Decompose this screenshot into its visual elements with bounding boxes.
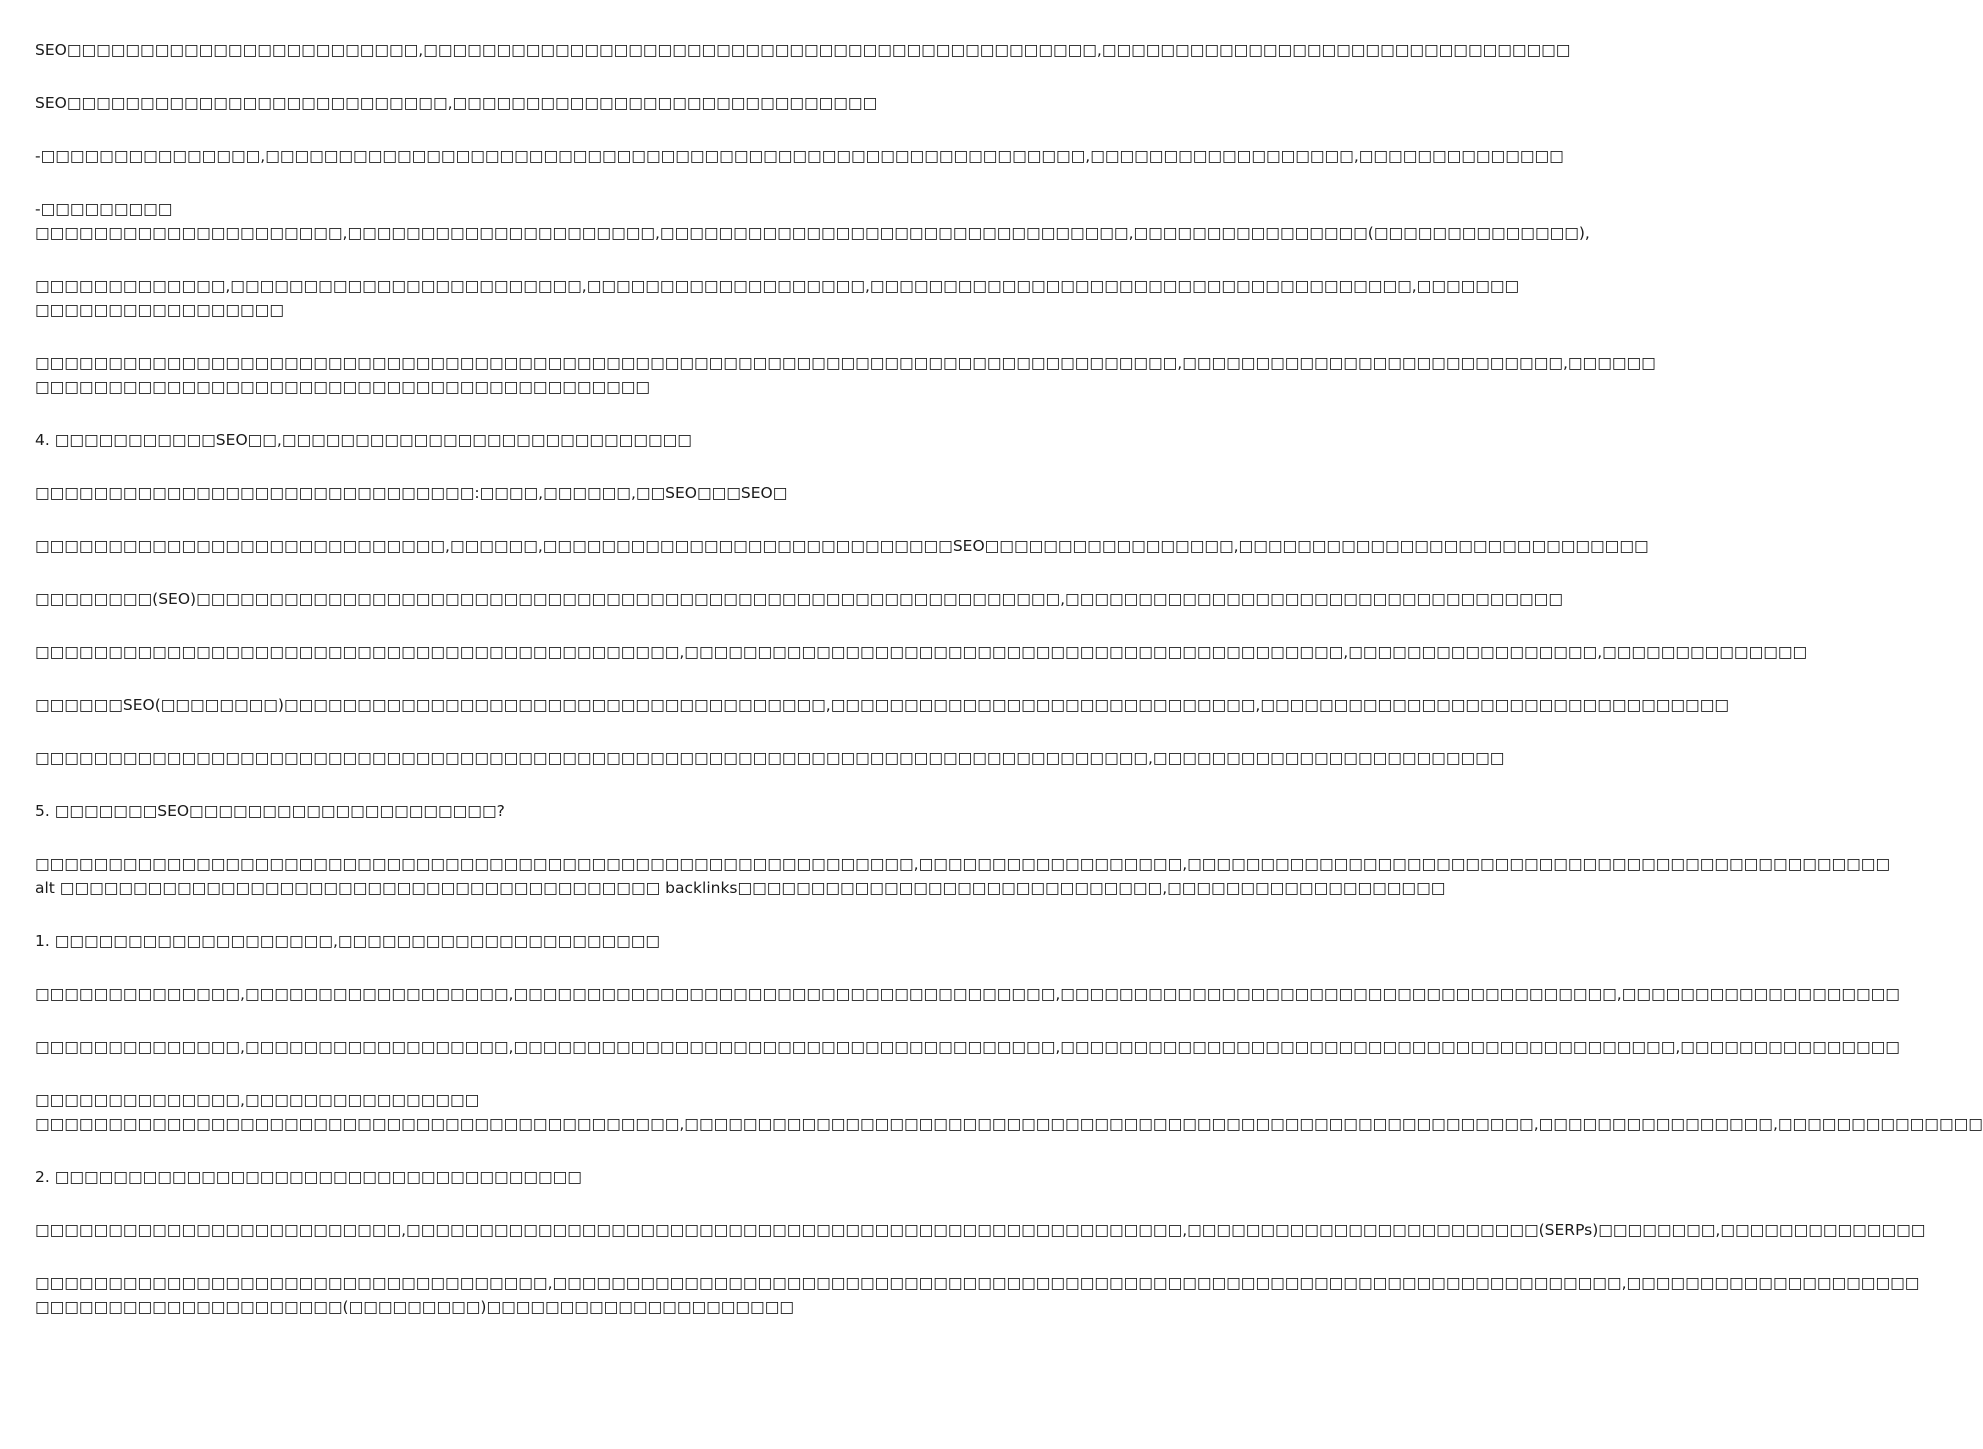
paragraph-line: 5. □□□□□□□SEO□□□□□□□□□□□□□□□□□□□□□?: [35, 802, 505, 820]
paragraph-line: □□□□□□□□□□□□□□□□□□□□□□□□□□□□□□□□□□□□□□□□□□□□,□□□□□□□□□□□□□□□□□□□□□□□□□□□□□□□□□□□□□□□□□□□□□□□□□□□□□□□□□□,□□□□□□□□□□□□□□□□,□□□□□□□□□□□□□□: [35, 1115, 1983, 1133]
paragraph: [35, 1088, 1983, 1136]
paragraph-line: SEO□□□□□□□□□□□□□□□□□□□□□□□□□□,□□□□□□□□□□□□□□□□□□□□□□□□□□□□□: [35, 94, 878, 112]
paragraph-line: □□□□□□□□□□□□□□□□□□□□□□□□□□□□,□□□□□□,□□□□□□□□□□□□□□□□□□□□□□□□□□□□SEO□□□□□□□□□□□□□□□□□,□□□□□□□□□□□□□□□□□□□□□□□□□□□□: [35, 537, 1649, 555]
paragraph: [35, 1165, 990, 1189]
paragraph: [35, 38, 1571, 62]
paragraph: [35, 852, 1891, 900]
paragraph-line: -□□□□□□□□□□□□□□□,□□□□□□□□□□□□□□□□□□□□□□□□□□□□□□□□□□□□□□□□□□□□□□□□□□□□□□□□,□□□□□□□□□□□□□□□□□□,□□□□□□□□□□□□□□: [35, 147, 1564, 165]
paragraph-line: □□□□□□□□□□□□□□□□□□□□□□□□□□□□□□□□□□□□□□□□□□□□,□□□□□□□□□□□□□□□□□□□□□□□□□□□□□□□□□□□□□□□□□□□□□,□□□□□□□□□□□□□□□□□,□□□□□□□□□□□□□□: [35, 643, 1808, 661]
paragraph: [35, 799, 990, 823]
paragraph-line: □□□□□□□□□□□□□□□□□: [35, 301, 284, 319]
paragraph-line: 1. □□□□□□□□□□□□□□□□□□□,□□□□□□□□□□□□□□□□□□□□□□: [35, 932, 661, 950]
paragraph-line: □□□□□□□□□□□□□□,□□□□□□□□□□□□□□□□□□,□□□□□□□□□□□□□□□□□□□□□□□□□□□□□□□□□□□□□,□□□□□□□□□□□□□□□□□□□□□□□□□□□□□□□□□□□□□□□□□□,□□□□□□□□□□□□□□□: [35, 1038, 1900, 1056]
paragraph-line: □□□□□□□□□□□□□□,□□□□□□□□□□□□□□□□□□,□□□□□□□□□□□□□□□□□□□□□□□□□□□□□□□□□□□□□,□□□□□□□□□□□□□□□□□□□□□□□□□□□□□□□□□□□□□□,□□□□□□□□□□□□□□□□□□□: [35, 985, 1900, 1003]
paragraph-line: SEO□□□□□□□□□□□□□□□□□□□□□□□□,□□□□□□□□□□□□□□□□□□□□□□□□□□□□□□□□□□□□□□□□□□□□□□,□□□□□□□□□□□□□□□□□□□□□□□□□□□□□□□□: [35, 41, 1571, 59]
paragraph: [35, 1035, 1900, 1059]
paragraph-line: □□□□□□□□□□□□□,□□□□□□□□□□□□□□□□□□□□□□□□,□□□□□□□□□□□□□□□□□□□,□□□□□□□□□□□□□□□□□□□□□□□□□□□□□□□□□□□□□,□□□□□□□: [35, 277, 1520, 295]
paragraph-line: □□□□□□□□□□□□□□□□□□□□□□□□□□□□□□□□□□□□□□□□□□□□□□□□□□□□□□□□□□□□□□□□□□□□□□□□□□□□,□□□□□□□□□□□□□□□□□□□□□□□□: [35, 749, 1505, 767]
paragraph: [35, 91, 990, 115]
paragraph: [35, 534, 1649, 558]
paragraph-line: □□□□□□□□□□□□□□□□□□□□□□□□□□□□□□□□□□□□□□□□□□□□□□□□□□□□□□□□□□□□,□□□□□□□□□□□□□□□□□□,□□□□□□□□□□□□□□□□□□□□□□□□□□□□□□□□□□□□□□□□□□□□□□□□: [35, 855, 1891, 873]
paragraph: [35, 1218, 1926, 1242]
paragraph: [35, 1271, 1920, 1319]
paragraph-line: □□□□□□□□□□□□□□□□□□□□□,□□□□□□□□□□□□□□□□□□□□□,□□□□□□□□□□□□□□□□□□□□□□□□□□□□□□□□,□□□□□□□□□□□□□□□□(□□□□□□□□□□□□□□),: [35, 224, 1590, 242]
paragraph: [35, 640, 1808, 664]
paragraph-line: □□□□□□SEO(□□□□□□□□)□□□□□□□□□□□□□□□□□□□□□□□□□□□□□□□□□□□□□,□□□□□□□□□□□□□□□□□□□□□□□□□□□□□,□□□□□□□□□□□□□□□□□□□□□□□□□□□□□□□□: [35, 696, 1729, 714]
paragraph: [35, 197, 1590, 245]
paragraph-line: 4. □□□□□□□□□□□SEO□□,□□□□□□□□□□□□□□□□□□□□□□□□□□□□: [35, 431, 692, 449]
paragraph-line: □□□□□□□□□□□□□□□□□□□□□□□□□□□□□□□□□□□□□□□□□□: [35, 378, 651, 396]
document-page: [35, 38, 1983, 1348]
paragraph: [35, 746, 1505, 770]
paragraph-line: □□□□□□□□□□□□□□□□□□□□□(□□□□□□□□□)□□□□□□□□□□□□□□□□□□□□□: [35, 1298, 794, 1316]
paragraph: [35, 351, 1656, 399]
paragraph: [35, 428, 990, 452]
paragraph: [35, 693, 1729, 717]
paragraph: [35, 274, 1520, 322]
paragraph: [35, 144, 1564, 168]
paragraph-line: □□□□□□□□□□□□□□,□□□□□□□□□□□□□□□□: [35, 1091, 480, 1109]
paragraph-line: □□□□□□□□(SEO)□□□□□□□□□□□□□□□□□□□□□□□□□□□□□□□□□□□□□□□□□□□□□□□□□□□□□□□□□□□,□□□□□□□□□□□□□□□□□□□□□□□□□□□□□□□□□□: [35, 590, 1563, 608]
paragraph-line: alt □□□□□□□□□□□□□□□□□□□□□□□□□□□□□□□□□□□□□□□□□ backlinks□□□□□□□□□□□□□□□□□□□□□□□□□□□□□,□□□□□□□□□□□□□□□□□□□: [35, 879, 1446, 897]
paragraph-line: □□□□□□□□□□□□□□□□□□□□□□□□□,□□□□□□□□□□□□□□□□□□□□□□□□□□□□□□□□□□□□□□□□□□□□□□□□□□□□□,□□□□□□□□□□□□□□□□□□□□□□□□(SERPs)□□□□□□□□,□□□□□□□□□□□□□□: [35, 1221, 1926, 1239]
paragraph-line: □□□□□□□□□□□□□□□□□□□□□□□□□□□□□□□□□□□□□□□□□□□□□□□□□□□□□□□□□□□□□□□□□□□□□□□□□□□□□□,□□□□□□□□□□□□□□□□□□□□□□□□□□,□□□□□□: [35, 354, 1656, 372]
paragraph-line: □□□□□□□□□□□□□□□□□□□□□□□□□□□□□□□□□□□,□□□□□□□□□□□□□□□□□□□□□□□□□□□□□□□□□□□□□□□□□□□□□□□□□□□□□□□□□□□□□□□□□□□□□□□□□,□□□□□□□□□□□□□□□□□□□□: [35, 1274, 1920, 1292]
paragraph: [35, 982, 1900, 1006]
paragraph: [35, 481, 990, 505]
paragraph: [35, 929, 990, 953]
paragraph-line: 2. □□□□□□□□□□□□□□□□□□□□□□□□□□□□□□□□□□□□: [35, 1168, 582, 1186]
paragraph-line: □□□□□□□□□□□□□□□□□□□□□□□□□□□□□□:□□□□,□□□□□□,□□SEO□□□SEO□: [35, 484, 788, 502]
paragraph-line: -□□□□□□□□□: [35, 200, 173, 218]
paragraph: [35, 587, 1563, 611]
